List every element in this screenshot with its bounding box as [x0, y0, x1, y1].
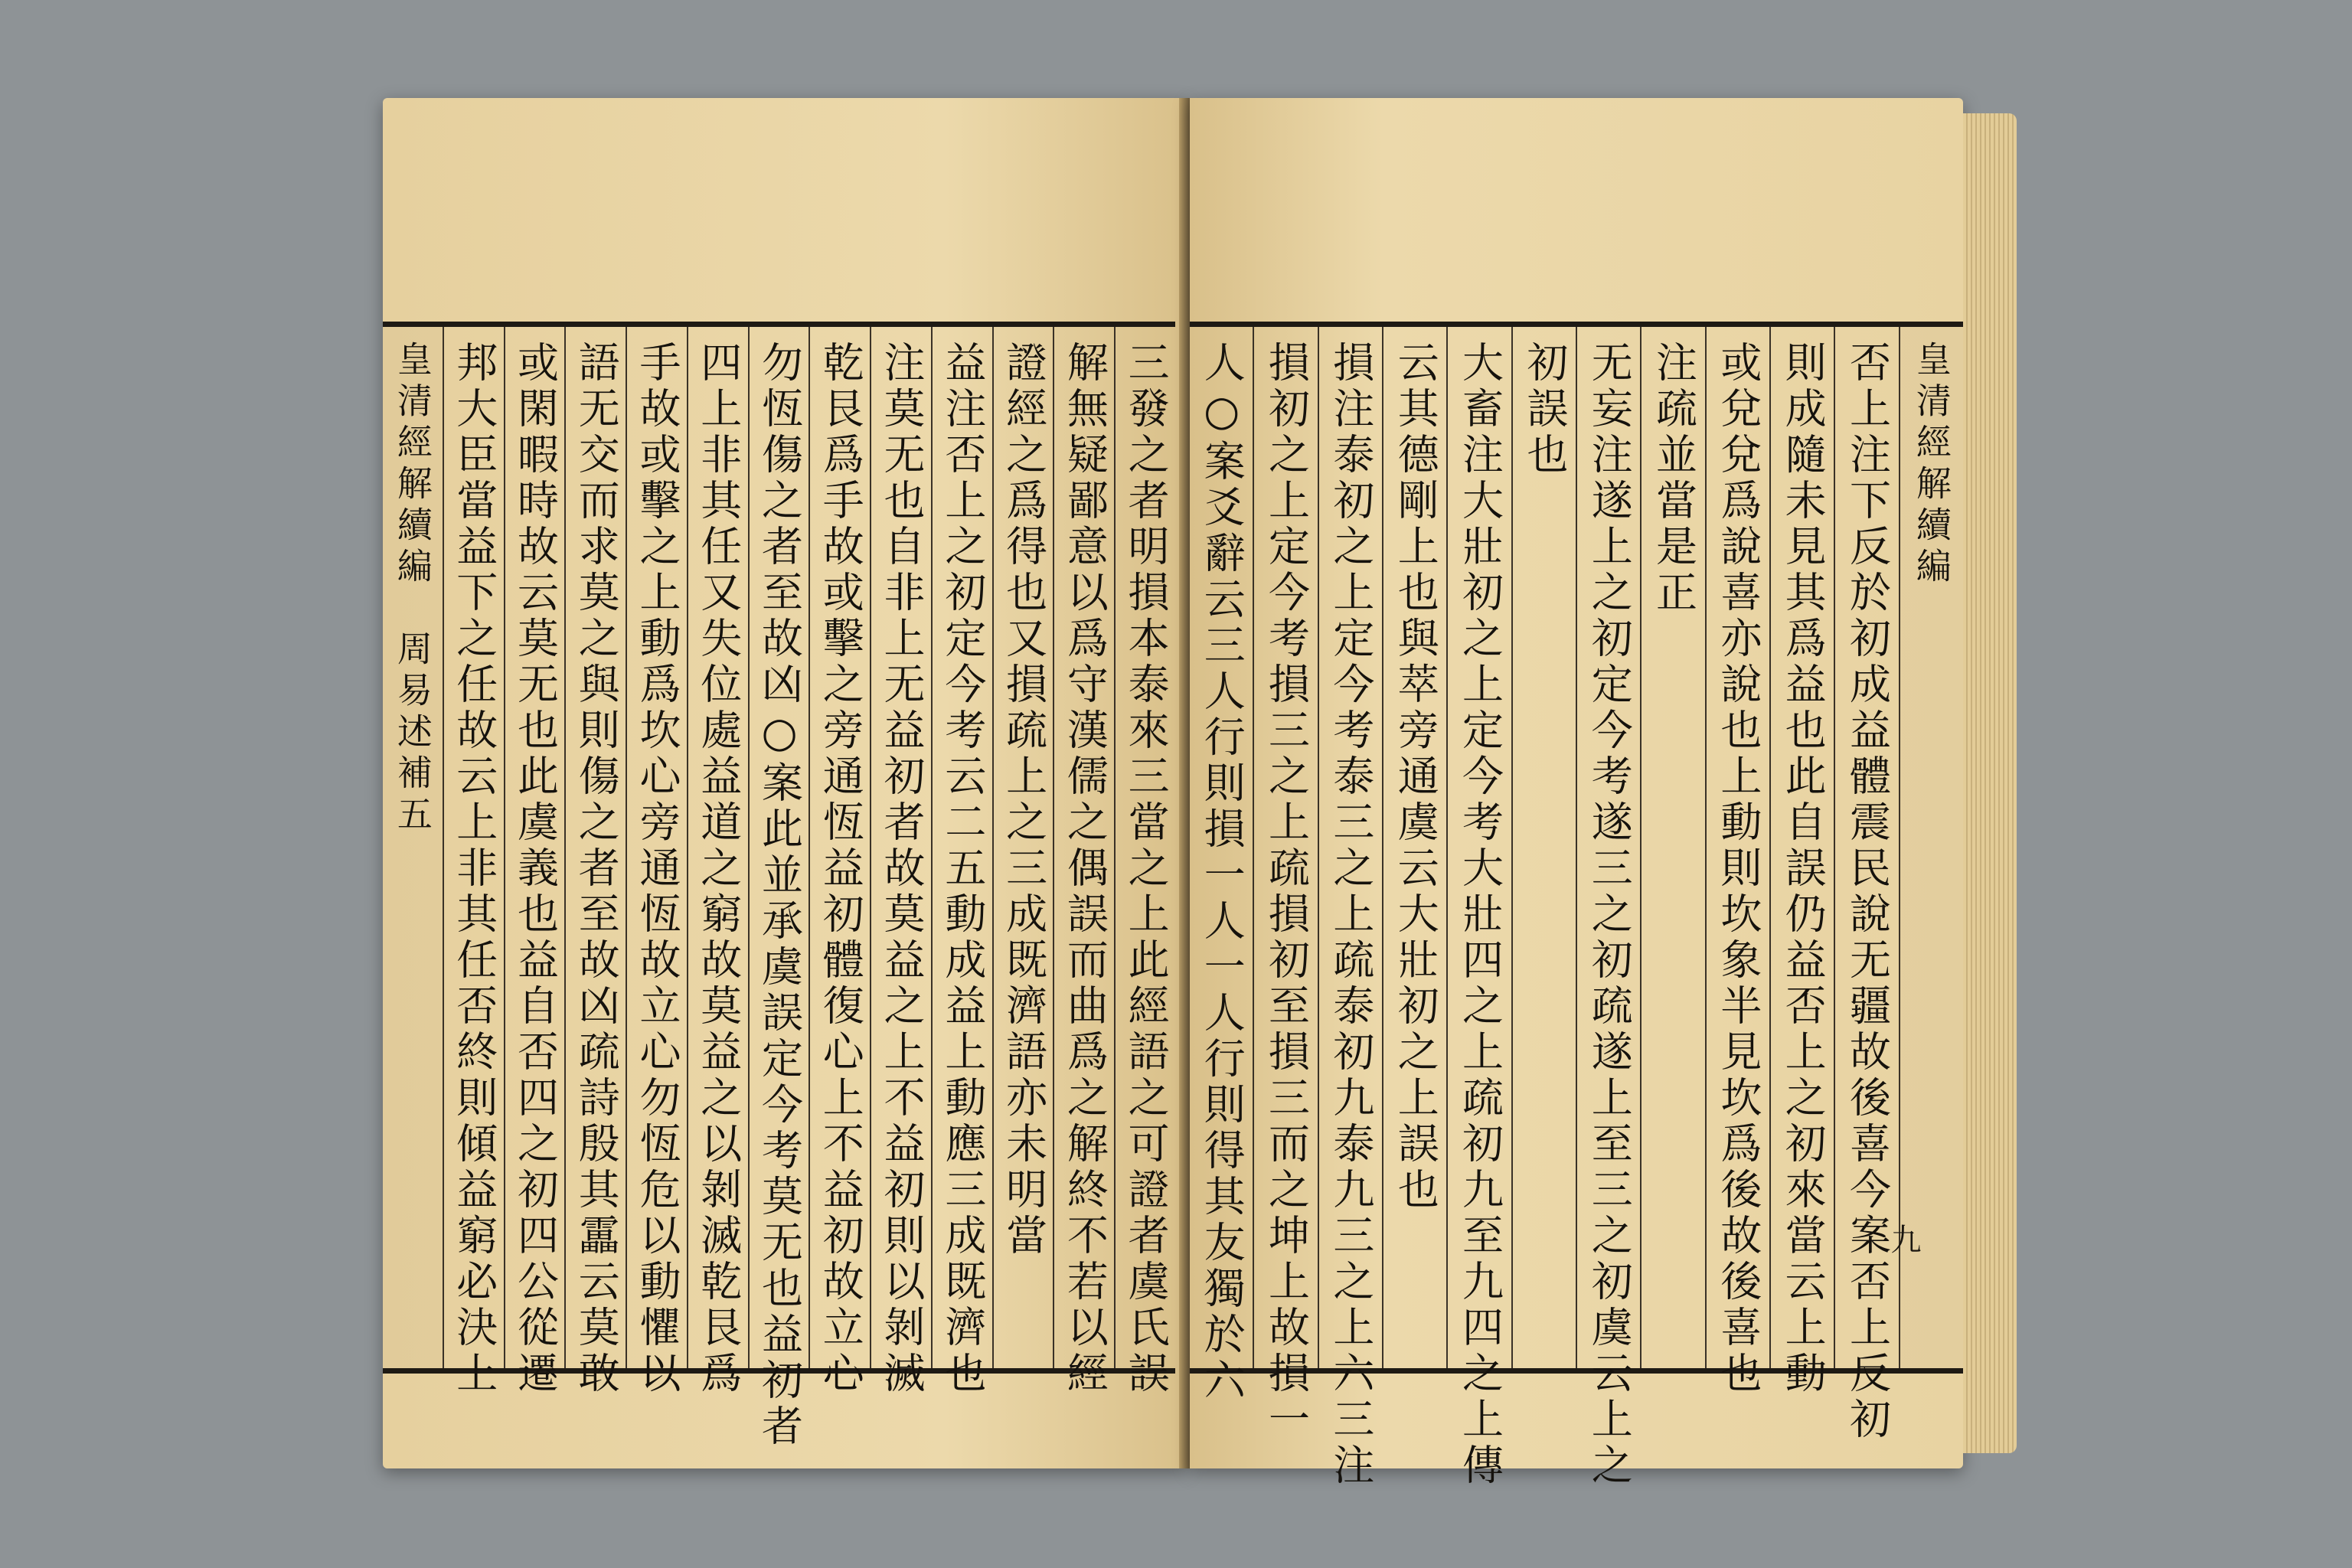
page-edges [1963, 113, 2017, 1453]
text-column [1382, 327, 1446, 1368]
left-text-frame [383, 322, 1175, 1450]
text-column [443, 327, 504, 1397]
column-text: 手故或擊之上動爲坎心旁通恆故立心勿恆危以動懼以 [632, 341, 681, 1397]
column-text: 否上注下反於初成益體震民說无疆故後喜今案否上反初 [1843, 341, 1892, 1443]
column-text: 語无交而求莫之與則傷之者至故凶疏詩殷其靁云莫敢 [572, 341, 621, 1397]
text-column [687, 327, 748, 1397]
text-column [931, 327, 992, 1397]
margin-title: 皇清經解續編 周易述補五 [391, 341, 433, 837]
column-text: 云其德剛上也與萃旁通虞云大壯初之上誤也 [1391, 341, 1440, 1214]
column-text: 益注否上之初定今考云二五動成益上動應三成既濟也 [938, 341, 987, 1397]
column-text: 證經之爲得也又損疏上之三成既濟語亦未明當 [999, 341, 1048, 1259]
column-text: 三發之者明損本泰來三當之上此經語之可證者虞氏誤 [1122, 341, 1171, 1397]
column-text: 大畜注大壯初之上定今考大壯四之上疏初九至九四之上傳 [1455, 341, 1504, 1489]
left-page [383, 98, 1187, 1468]
left-columns [383, 327, 1175, 1450]
column-text: 注疏並當是正 [1649, 341, 1698, 616]
column-text: 則成隨未見其爲益也此自誤仍益否上之初來當云上動 [1779, 341, 1828, 1397]
column-text: 或閑暇時故云莫无也此虞義也益自否四之初四公從遷 [511, 341, 560, 1397]
column-text: 解無疑鄙意以爲守漢儒之偶誤而曲爲之解終不若以經 [1060, 341, 1109, 1397]
text-column [1446, 327, 1511, 1489]
text-column [1053, 327, 1114, 1397]
column-text: 无妄注遂上之初定今考遂三之初疏遂上至三之初虞云上之 [1585, 341, 1634, 1489]
column-text: 或兌兌爲說喜亦說也上動則坎象半見坎爲後故後喜也 [1713, 341, 1762, 1397]
text-column [1318, 327, 1382, 1489]
text-column [626, 327, 687, 1397]
text-column [564, 327, 626, 1397]
text-column [1640, 327, 1704, 1368]
text-column [1834, 327, 1898, 1443]
text-column [504, 327, 565, 1397]
text-column [992, 327, 1054, 1368]
text-column [1253, 327, 1317, 1443]
text-column [1190, 327, 1253, 1404]
text-column [1705, 327, 1769, 1397]
column-text: 注莫无也自非上无益初者故莫益之上不益初則以剝滅 [877, 341, 926, 1397]
text-column [1769, 327, 1834, 1397]
column-text: 四上非其任又失位處益道之窮故莫益之以剝滅乾艮爲 [694, 341, 743, 1397]
column-text: 損注泰初之上定今考泰三之上疏泰初九泰九三之上六三注 [1326, 341, 1375, 1489]
open-book [383, 98, 2067, 1489]
column-text: 損初之上定今考損三之上疏損初至損三而之坤上故損一 [1262, 341, 1311, 1443]
text-column [808, 327, 870, 1397]
margin-title-column [1899, 327, 1963, 1368]
column-text: 勿恆傷之者至故凶○案此並承虞誤定今考莫无也益初者 [755, 341, 804, 1450]
column-text: 初誤也 [1520, 341, 1569, 479]
text-column [1511, 327, 1576, 1368]
margin-title-column [383, 327, 443, 1368]
folio-number: 九 [1886, 1223, 1921, 1254]
right-text-frame [1190, 322, 1963, 1489]
text-column [1576, 327, 1640, 1489]
column-text: 人○案爻辭云三人行則損一人一人行則得其友獨於六 [1197, 341, 1246, 1404]
text-column [870, 327, 931, 1397]
text-column [1114, 327, 1175, 1397]
right-columns [1190, 327, 1963, 1489]
right-page [1190, 98, 1963, 1489]
column-text: 乾艮爲手故或擊之旁通恆益初體復心上不益初故立心 [816, 341, 865, 1397]
column-text: 邦大臣當益下之任故云上非其任否終則傾益窮必決上 [449, 341, 498, 1397]
text-column [748, 327, 809, 1450]
margin-title: 皇清經解續編 [1910, 341, 1952, 589]
